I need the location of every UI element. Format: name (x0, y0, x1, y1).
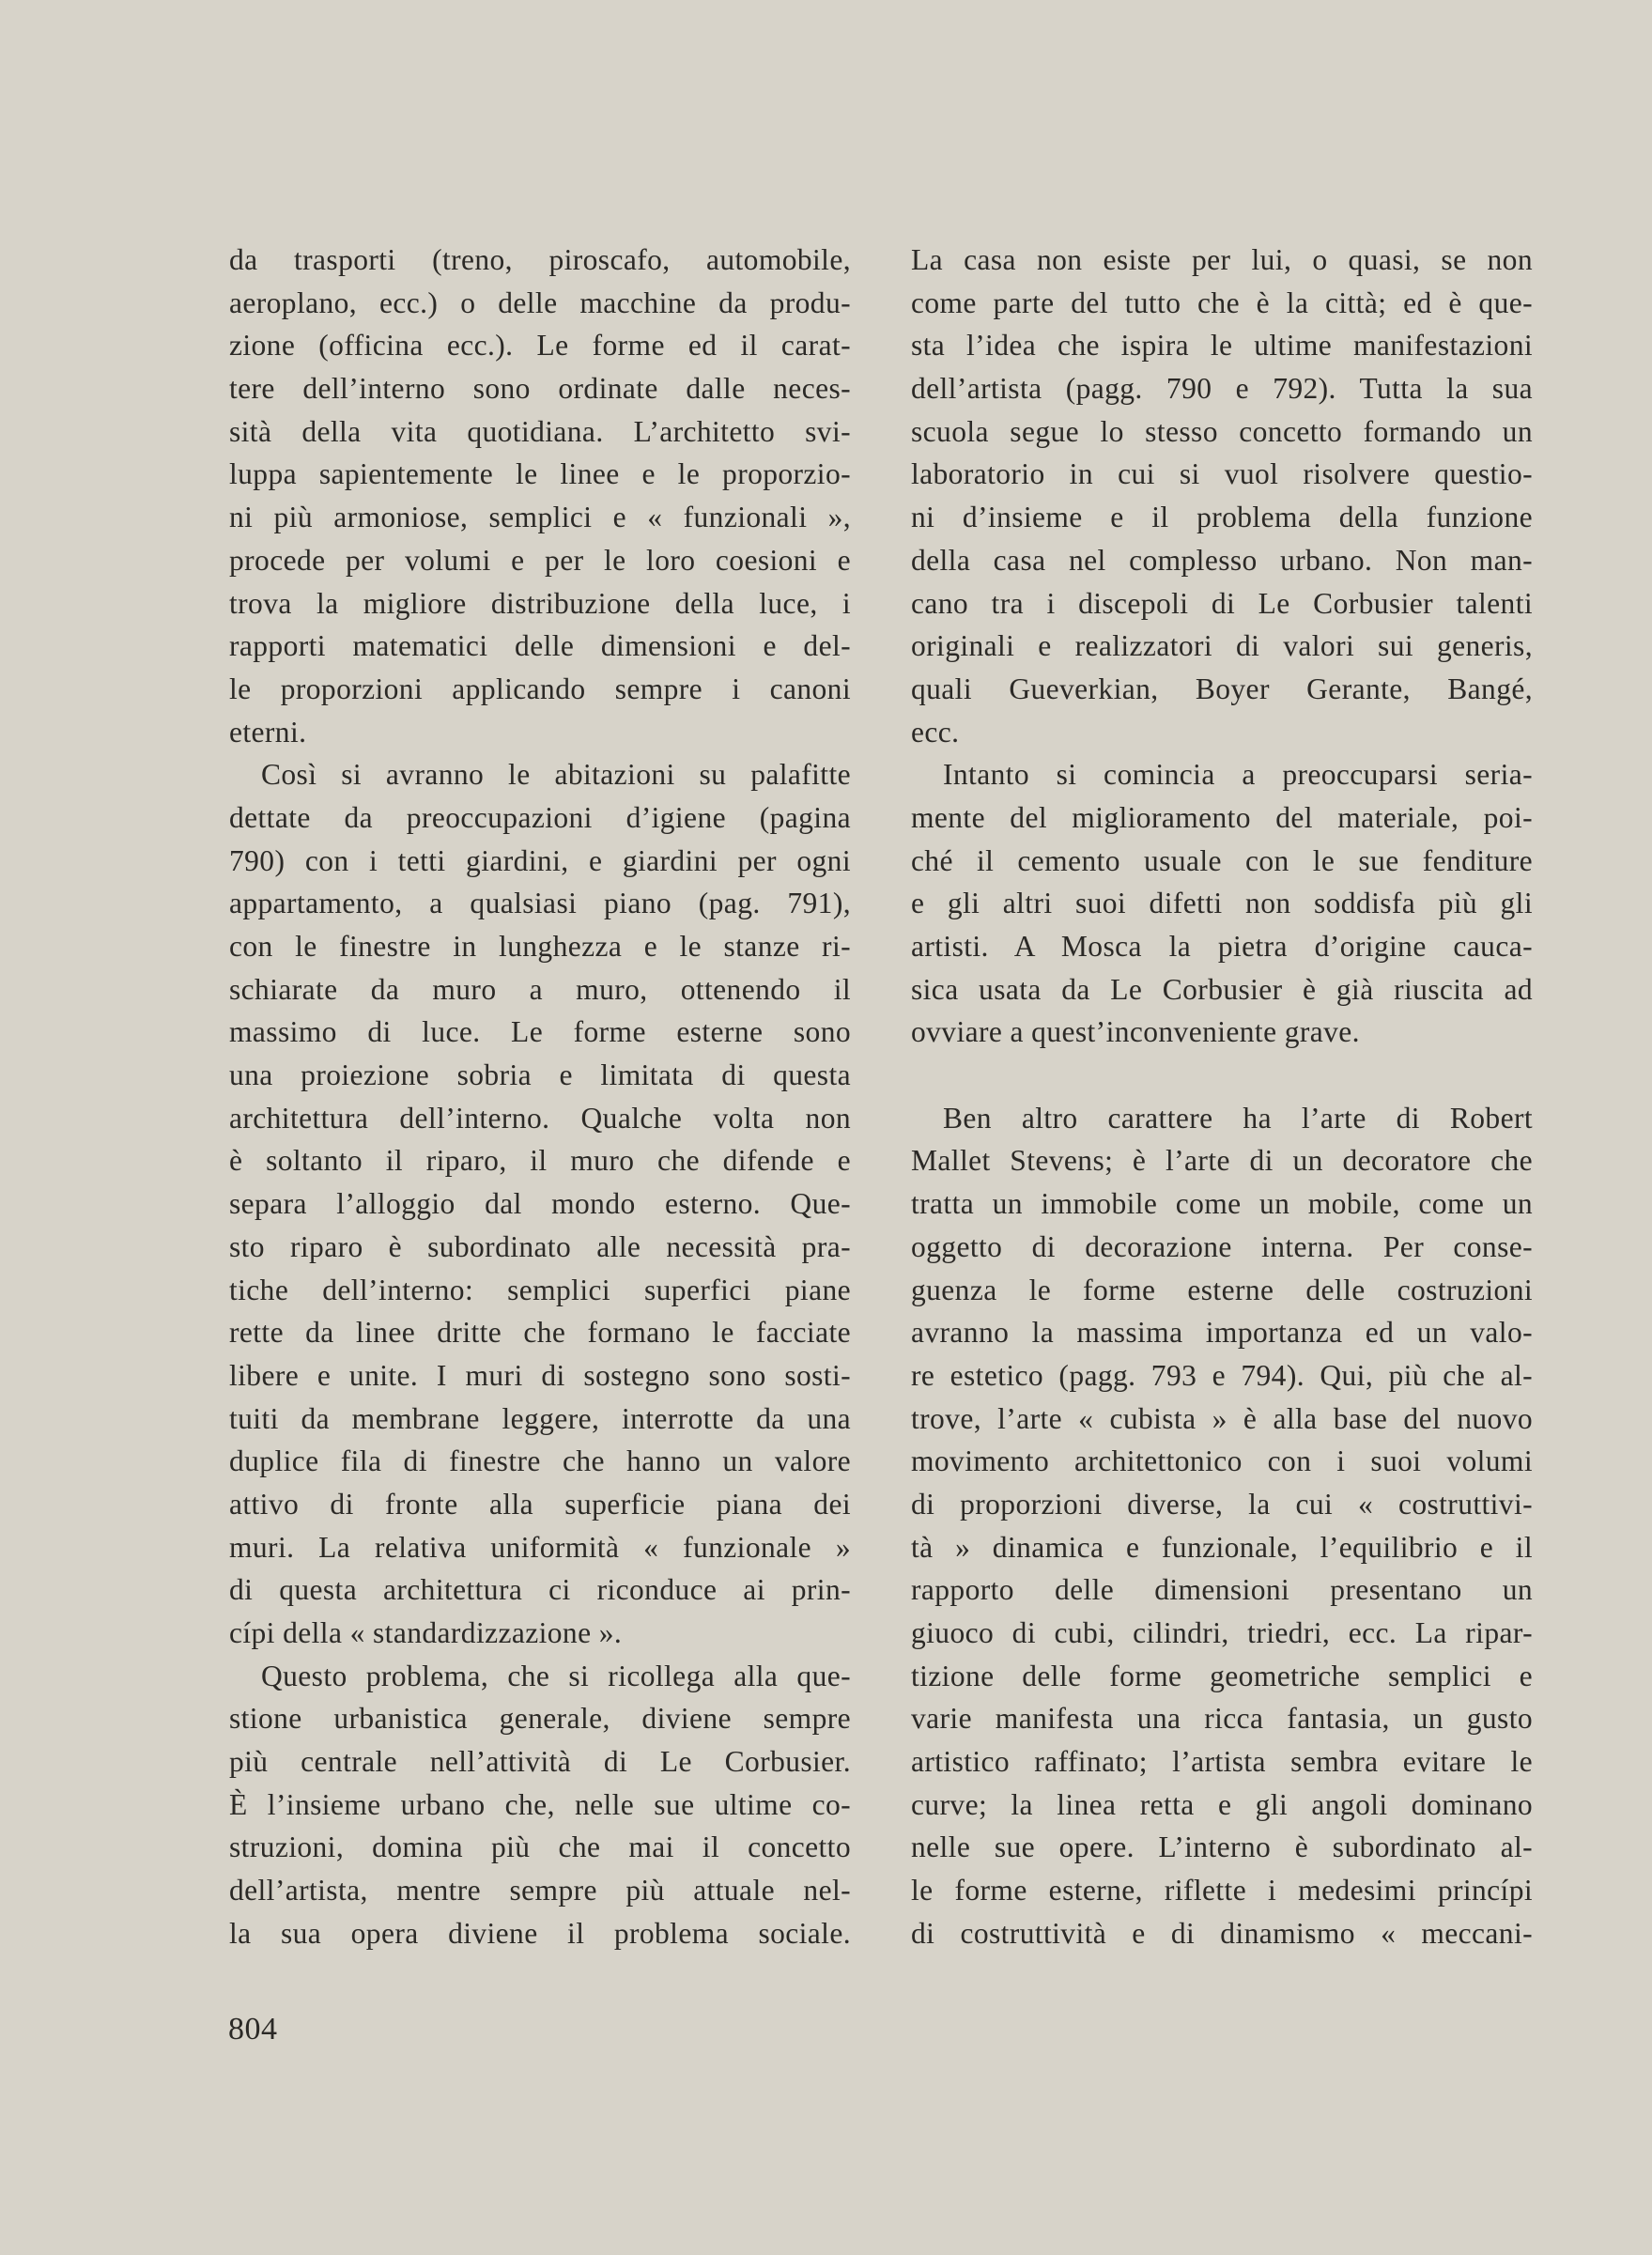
text-line: con le finestre in lunghezza e le stanze ri- (229, 930, 851, 963)
text-line: tuiti da membrane leggere, interrotte da una (229, 1401, 851, 1435)
text-line: separa l’alloggio dal mondo esterno. Que- (229, 1187, 851, 1221)
text-line: dell’artista (pagg. 790 e 792). Tutta la sua (911, 372, 1533, 406)
text-line: ni d’insieme e il problema della funzione (911, 501, 1533, 534)
text-line: ecc. (911, 715, 960, 749)
text-line: da trasporti (treno, piroscafo, automobile, (229, 243, 851, 276)
text-line: schiarate da muro a muro, ottenendo il (229, 972, 851, 1006)
text-line: nelle sue opere. L’interno è subordinato al- (911, 1830, 1533, 1864)
text-line: tà » dinamica e funzionale, l’equilibrio e il (911, 1530, 1533, 1564)
text-line: guenza le forme esterne delle costruzioni (911, 1273, 1533, 1306)
text-line: le proporzioni applicando sempre i canoni (229, 672, 851, 705)
text-line: dell’artista, mentre sempre più attuale nel- (229, 1874, 851, 1907)
text-line: è soltanto il riparo, il muro che difende e (229, 1144, 851, 1178)
text-line: duplice fila di finestre che hanno un valore (229, 1444, 851, 1478)
text-line: artistico raffinato; l’artista sembra evitare le (911, 1745, 1533, 1779)
text-line: tizione delle forme geometriche semplici e (911, 1659, 1533, 1692)
text-line: luppa sapientemente le linee e le proporzio- (229, 457, 851, 491)
text-line: dettate da preoccupazioni d’igiene (pagina (229, 800, 851, 834)
text-line: muri. La relativa uniformità « funzionale » (229, 1530, 851, 1564)
text-line: re estetico (pagg. 793 e 794). Qui, più che al- (911, 1358, 1533, 1392)
text-line: di proporzioni diverse, la cui « costruttivi- (911, 1487, 1533, 1521)
text-line: struzioni, domina più che mai il concetto (229, 1830, 851, 1864)
text-line: rette da linee dritte che formano le facciate (229, 1316, 851, 1350)
text-line: di questa architettura ci riconduce ai prin- (229, 1573, 851, 1607)
right-text-column (911, 239, 1533, 1955)
text-line: eterni. (229, 715, 307, 749)
text-line: procede per volumi e per le loro coesioni e (229, 543, 851, 577)
text-line: della casa nel complesso urbano. Non man- (911, 543, 1533, 577)
text-line: quali Gueverkian, Boyer Gerante, Bangé, (911, 672, 1533, 705)
text-line: tratta un immobile come un mobile, come un (911, 1187, 1533, 1221)
text-line: le forme esterne, riflette i medesimi princípi (911, 1874, 1533, 1907)
text-line: di costruttività e di dinamismo « meccani- (911, 1916, 1533, 1950)
text-line: scuola segue lo stesso concetto formando un (911, 414, 1533, 448)
text-line: Questo problema, che si ricollega alla que- (261, 1659, 851, 1692)
text-line: cano tra i discepoli di Le Corbusier talenti (911, 586, 1533, 620)
text-line: La casa non esiste per lui, o quasi, se non (911, 243, 1533, 276)
text-line: attivo di fronte alla superficie piana dei (229, 1487, 851, 1521)
text-line: ché il cemento usuale con le sue fenditure (911, 843, 1533, 877)
text-line: ovviare a quest’inconveniente grave. (911, 1015, 1360, 1049)
text-line: laboratorio in cui si vuol risolvere questio- (911, 457, 1533, 491)
text-line: sta l’idea che ispira le ultime manifestazioni (911, 329, 1533, 363)
text-line: avranno la massima importanza ed un valo- (911, 1316, 1533, 1350)
text-line: più centrale nell’attività di Le Corbusier. (229, 1745, 851, 1779)
text-line: come parte del tutto che è la città; ed è que- (911, 286, 1533, 319)
text-line: appartamento, a qualsiasi piano (pag. 791), (229, 887, 851, 920)
text-line: tere dell’interno sono ordinate dalle neces- (229, 372, 851, 406)
text-line: zione (officina ecc.). Le forme ed il carat- (229, 329, 851, 363)
text-line: e gli altri suoi difetti non soddisfa più gli (911, 887, 1533, 920)
text-line: aeroplano, ecc.) o delle macchine da produ- (229, 286, 851, 319)
text-line: Intanto si comincia a preoccuparsi seria- (943, 758, 1533, 792)
text-line: architettura dell’interno. Qualche volta non (229, 1101, 851, 1135)
text-line: trove, l’arte « cubista » è alla base del nuovo (911, 1401, 1533, 1435)
text-line: È l’insieme urbano che, nelle sue ultime co- (229, 1787, 851, 1821)
page-number: 804 (228, 2012, 278, 2046)
paragraph-spacer (911, 1054, 1533, 1097)
text-line: Ben altro carattere ha l’arte di Robert (943, 1101, 1533, 1135)
text-line: artisti. A Mosca la pietra d’origine cauca- (911, 930, 1533, 963)
text-line: stione urbanistica generale, diviene sempre (229, 1702, 851, 1736)
text-line: oggetto di decorazione interna. Per conse- (911, 1229, 1533, 1263)
text-line: ni più armoniose, semplici e « funzionali », (229, 501, 851, 534)
text-line: sto riparo è subordinato alle necessità pra- (229, 1229, 851, 1263)
text-line: trova la migliore distribuzione della luce, i (229, 586, 851, 620)
text-line: movimento architettonico con i suoi volumi (911, 1444, 1533, 1478)
text-line: 790) con i tetti giardini, e giardini per ogni (229, 843, 851, 877)
text-line: cípi della « standardizzazione ». (229, 1616, 623, 1649)
text-line: giuoco di cubi, cilindri, triedri, ecc. La ripar- (911, 1616, 1533, 1649)
text-line: libere e unite. I muri di sostegno sono sosti- (229, 1358, 851, 1392)
text-line: una proiezione sobria e limitata di questa (229, 1058, 851, 1092)
text-line: rapporto delle dimensioni presentano un (911, 1573, 1533, 1607)
text-line: Così si avranno le abitazioni su palafitte (261, 758, 851, 792)
text-line: mente del miglioramento del materiale, poi- (911, 800, 1533, 834)
text-line: tiche dell’interno: semplici superfici piane (229, 1273, 851, 1306)
text-line: massimo di luce. Le forme esterne sono (229, 1015, 851, 1049)
text-line: curve; la linea retta e gli angoli dominano (911, 1787, 1533, 1821)
text-line: originali e realizzatori di valori sui generis, (911, 629, 1533, 663)
text-line: la sua opera diviene il problema sociale. (229, 1916, 851, 1950)
text-line: sica usata da Le Corbusier è già riuscita ad (911, 972, 1533, 1006)
text-line: sità della vita quotidiana. L’architetto svi- (229, 414, 851, 448)
text-line: varie manifesta una ricca fantasia, un gusto (911, 1702, 1533, 1736)
text-line: rapporti matematici delle dimensioni e del- (229, 629, 851, 663)
text-line: Mallet Stevens; è l’arte di un decoratore che (911, 1144, 1533, 1178)
left-text-column (229, 239, 851, 1955)
